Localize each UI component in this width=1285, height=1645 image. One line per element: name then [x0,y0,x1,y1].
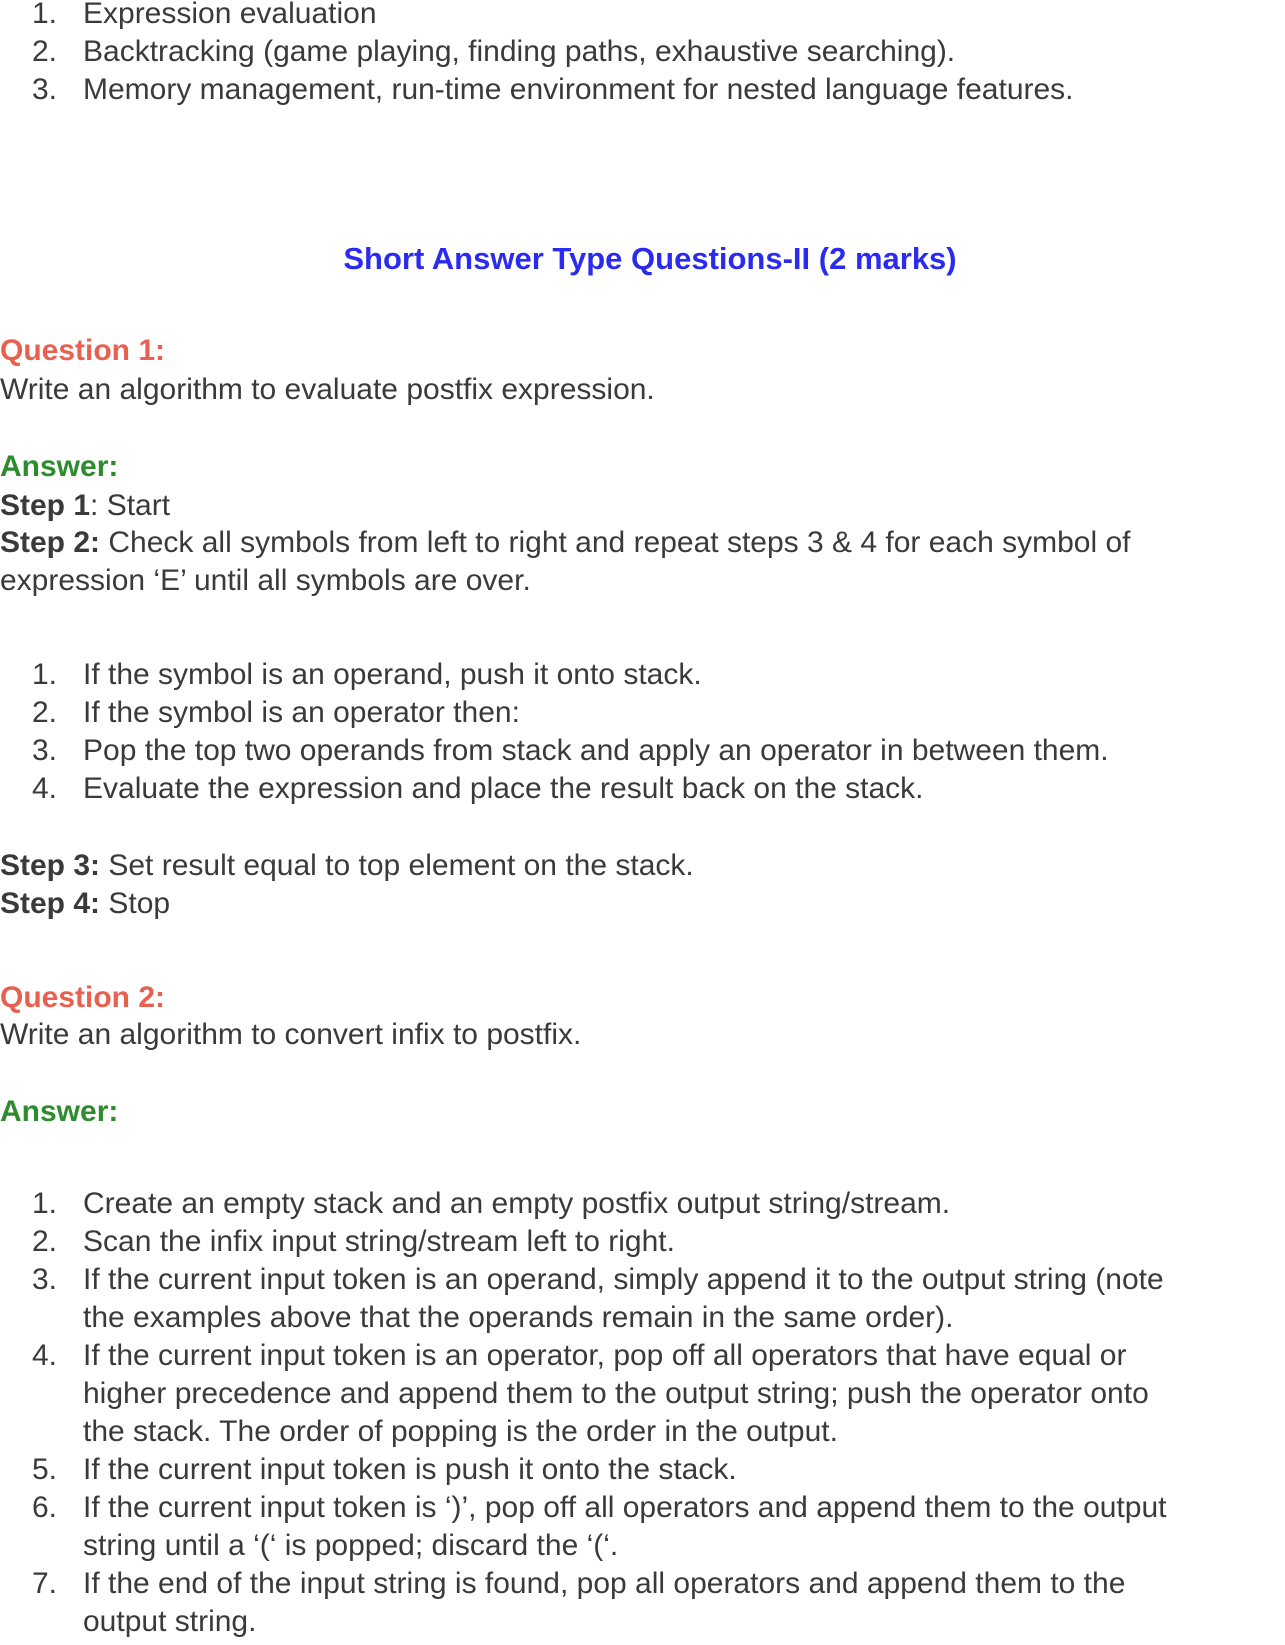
answer-2-label: Answer: [0,1095,119,1128]
step-2: Step 2: Check all symbols from left to right and repeat steps 3 & 4 for each symbol of [0,526,1131,559]
top-list [0,0,1074,109]
list-item: 5. If the current input token is push it onto the stack. [32,1453,737,1486]
list-item: 1. Expression evaluation [32,0,377,30]
list-item: 2. Backtracking (game playing, finding paths, exhaustive searching). [32,35,956,68]
question-2-text: Write an algorithm to convert infix to postfix. [0,1018,582,1051]
section-heading: Short Answer Type Questions-II (2 marks) [343,241,957,276]
postfix-eval-list [0,656,1109,808]
step-4: Step 4: Stop [0,887,171,920]
list-item: 4. Evaluate the expression and place the result back on the stack. [32,772,924,805]
list-item: 7. If the end of the input string is found, pop all operators and append them to the output string. [32,1567,1126,1638]
list-item: 3. Pop the top two operands from stack and apply an operator in between them. [32,734,1109,767]
list-item: 3. If the current input token is an operand, simply append it to the output string (note the examples above that the operands remain in the same order). [32,1263,1164,1334]
list-item: 4. If the current input token is an operator, pop off all operators that have equal or higher precedence and append them to the output string; push the operator onto the stack. The order of popping is the order in the output. [32,1339,1149,1448]
answer-1-label: Answer: [0,450,119,483]
question-2-label: Question 2: [0,981,166,1014]
list-item: 1. Create an empty stack and an empty postfix output string/stream. [32,1187,951,1220]
step-1: Step 1: Start [0,489,171,522]
list-item: 6. If the current input token is ‘)’, pop off all operators and append them to the output string until a ‘(‘ is popped; discard the ‘(‘. [32,1491,1167,1562]
list-item: 3. Memory management, run-time environment for nested language features. [32,73,1074,106]
infix-postfix-list [0,1185,1166,1641]
question-1-label: Question 1: [0,334,166,367]
step-3: Step 3: Set result equal to top element on the stack. [0,849,694,882]
question-1-text: Write an algorithm to evaluate postfix expression. [0,373,655,406]
list-item: 2. Scan the infix input string/stream left to right. [32,1225,675,1258]
list-item: 1. If the symbol is an operand, push it onto stack. [32,658,702,691]
step-2-cont: expression ‘E’ until all symbols are over. [0,564,531,597]
list-item: 2. If the symbol is an operator then: [32,696,520,729]
